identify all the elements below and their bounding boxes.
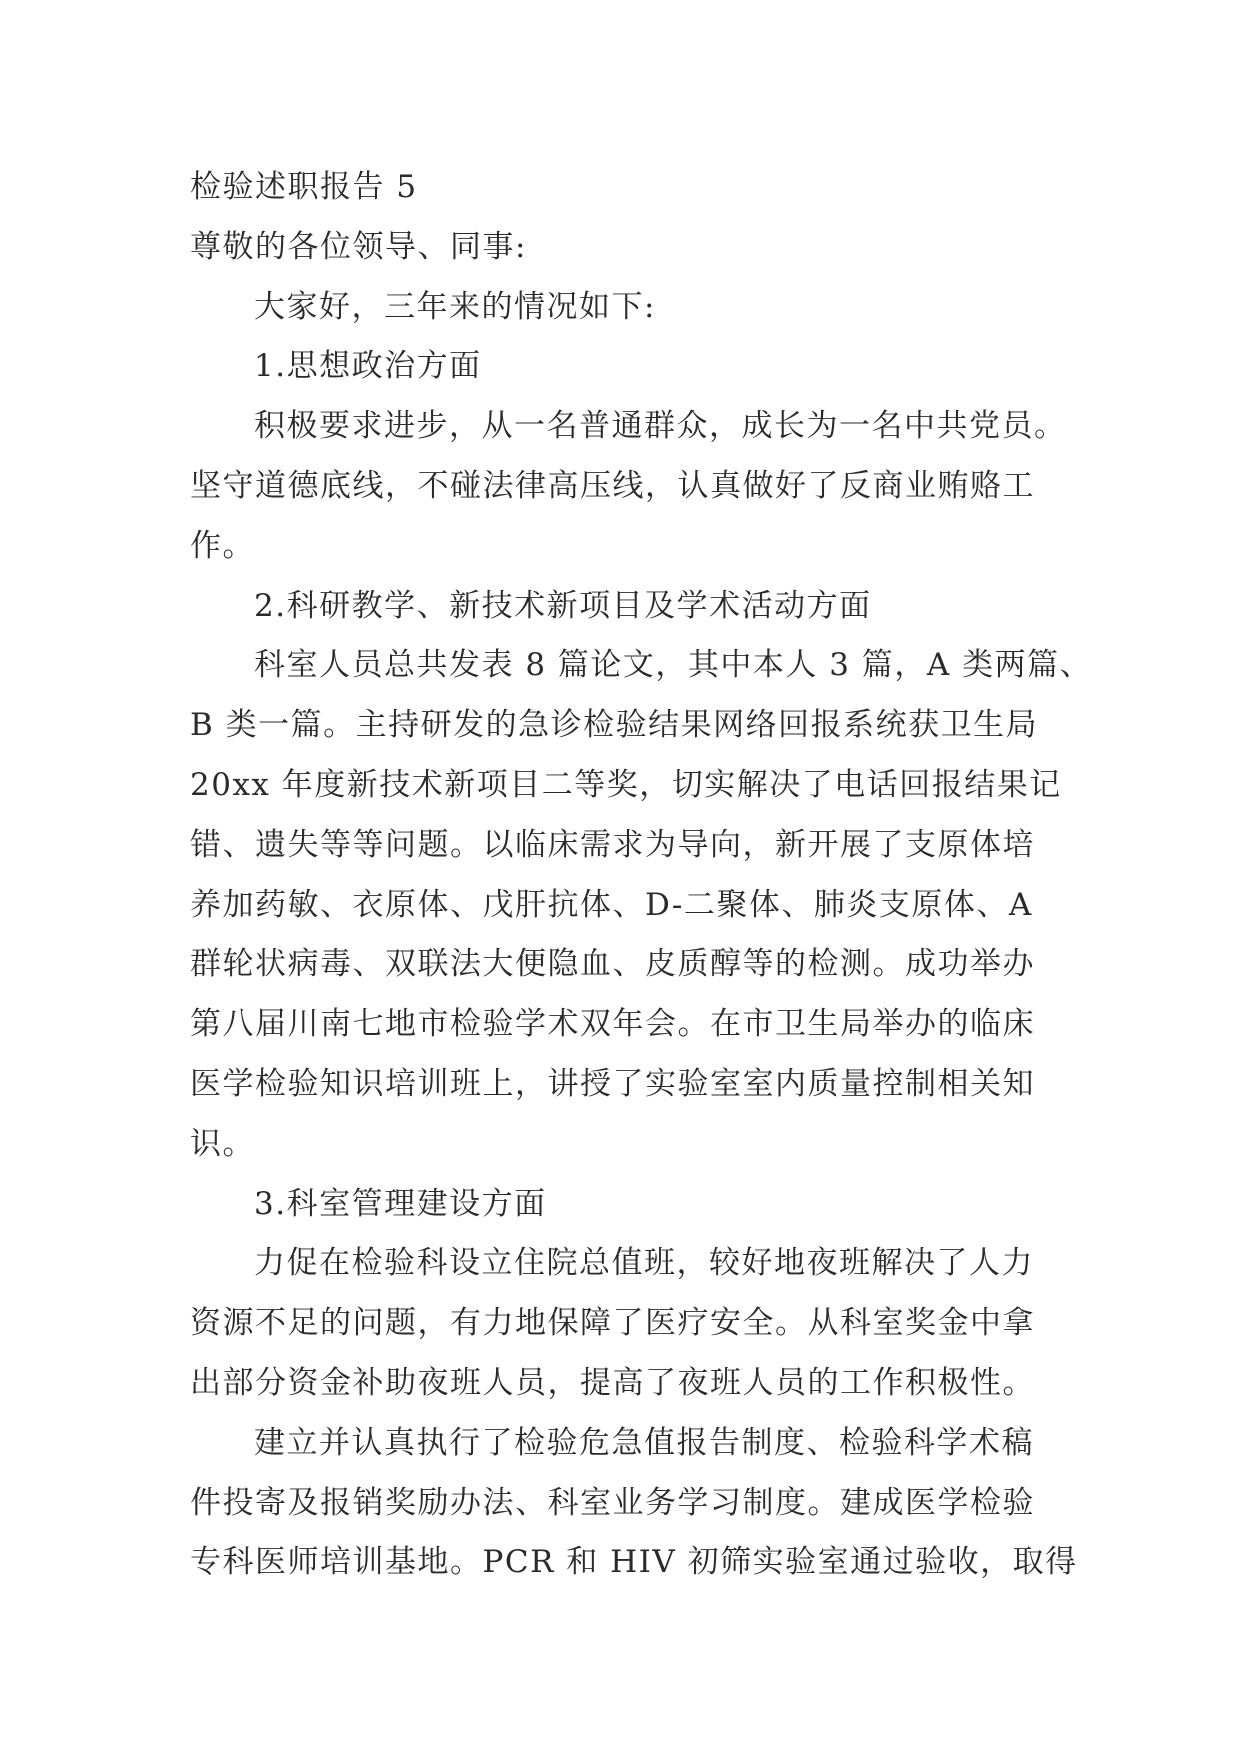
paragraph-line: 群轮状病毒、双联法大便隐血、皮质醇等的检测。成功举办 (190, 946, 1035, 983)
paragraph-line: 科室人员总共发表 8 篇论文，其中本人 3 篇，A 类两篇、 (254, 647, 1093, 684)
paragraph-line: B 类一篇。主持研发的急诊检验结果网络回报系统获卫生局 (190, 707, 1039, 744)
document-title: 检验述职报告 5 (190, 169, 418, 205)
paragraph-line: 20xx 年度新技术新项目二等奖，切实解决了电话回报结果记 (190, 766, 1062, 803)
paragraph-line: 作。 (190, 527, 255, 564)
paragraph-line: 力促在检验科设立住院总值班，较好地夜班解决了人力 (254, 1245, 1034, 1282)
paragraph-line: 件投寄及报销奖励办法、科室业务学习制度。建成医学检验 (190, 1484, 1035, 1521)
document-body (190, 158, 1093, 1593)
paragraph-line: 坚守道德底线，不碰法律高压线，认真做好了反商业贿赂工 (190, 467, 1035, 504)
greeting-line: 大家好，三年来的情况如下: (254, 288, 656, 325)
paragraph-line: 建立并认真执行了检验危急值报告制度、检验科学术稿 (254, 1424, 1034, 1461)
paragraph-line: 资源不足的问题，有力地保障了医疗安全。从科室奖金中拿 (190, 1305, 1035, 1342)
paragraph-line: 积极要求进步，从一名普通群众，成长为一名中共党员。 (254, 408, 1067, 445)
salutation: 尊敬的各位领导、同事: (190, 228, 527, 265)
section-heading-research: 2.科研教学、新技术新项目及学术活动方面 (254, 587, 872, 624)
section-heading-management: 3.科室管理建设方面 (254, 1185, 547, 1222)
paragraph-line: 错、遗失等等问题。以临床需求为导向，新开展了支原体培 (190, 826, 1035, 863)
paragraph-line: 养加药敏、衣原体、戊肝抗体、D-二聚体、肺炎支原体、A (190, 886, 1033, 923)
paragraph-line: 出部分资金补助夜班人员，提高了夜班人员的工作积极性。 (190, 1364, 1035, 1401)
paragraph-line: 第八届川南七地市检验学术双年会。在市卫生局举办的临床 (190, 1006, 1035, 1043)
paragraph-line: 医学检验知识培训班上，讲授了实验室室内质量控制相关知 (190, 1065, 1035, 1102)
paragraph-line: 识。 (190, 1125, 255, 1162)
paragraph-line: 专科医师培训基地。PCR 和 HIV 初筛实验室通过验收，取得 (190, 1544, 1078, 1581)
section-heading-ideology: 1.思想政治方面 (254, 348, 482, 385)
